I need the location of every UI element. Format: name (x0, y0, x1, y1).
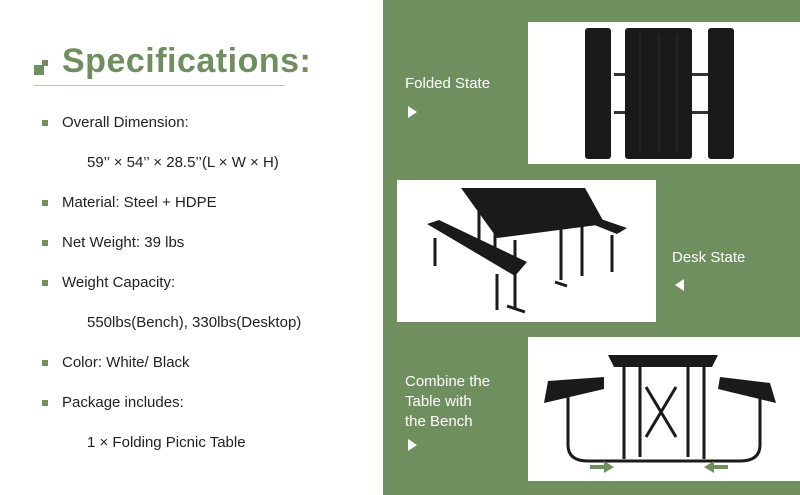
square-bullet-icon (34, 60, 50, 76)
arrow-right-icon (408, 439, 417, 451)
arrow-right-icon (408, 106, 417, 118)
spec-capacity-label: Weight Capacity: (62, 274, 176, 291)
combine-label-line2: Table with (405, 393, 472, 410)
bullet-icon (42, 280, 48, 286)
combine-label-line1: Combine the (405, 373, 491, 390)
bullet-icon (42, 400, 48, 406)
page-title: Specifications: (62, 42, 312, 80)
desk-table-illustration (397, 180, 656, 322)
spec-net-weight: Net Weight: 39 lbs (62, 234, 185, 251)
arrow-left-icon (675, 279, 684, 291)
desk-state-image (397, 180, 656, 322)
spec-package-value: 1 × Folding Picnic Table (87, 434, 246, 451)
combine-state-image (528, 337, 800, 481)
spec-dimension-value: 59’’ × 54’’ × 28.5’’(L × W × H) (87, 154, 279, 171)
spec-material: Material: Steel + HDPE (62, 194, 217, 211)
spec-package-label: Package includes: (62, 394, 184, 411)
folded-state-label: Folded State (405, 75, 491, 92)
spec-capacity-value: 550lbs(Bench), 330lbs(Desktop) (87, 314, 302, 331)
bullet-icon (42, 120, 48, 126)
product-states-panel (383, 0, 800, 495)
folded-table-illustration (528, 22, 800, 164)
folded-state-image (528, 22, 800, 164)
combined-table-illustration (528, 337, 800, 481)
spec-dimension-label: Overall Dimension: (62, 114, 189, 131)
bullet-icon (42, 360, 48, 366)
desk-state-label: Desk State (672, 249, 746, 266)
combine-label-line3: the Bench (405, 413, 473, 430)
spec-color: Color: White/ Black (62, 354, 190, 371)
bullet-icon (42, 200, 48, 206)
bullet-icon (42, 240, 48, 246)
spec-panel (0, 0, 383, 495)
title-divider (34, 85, 284, 86)
